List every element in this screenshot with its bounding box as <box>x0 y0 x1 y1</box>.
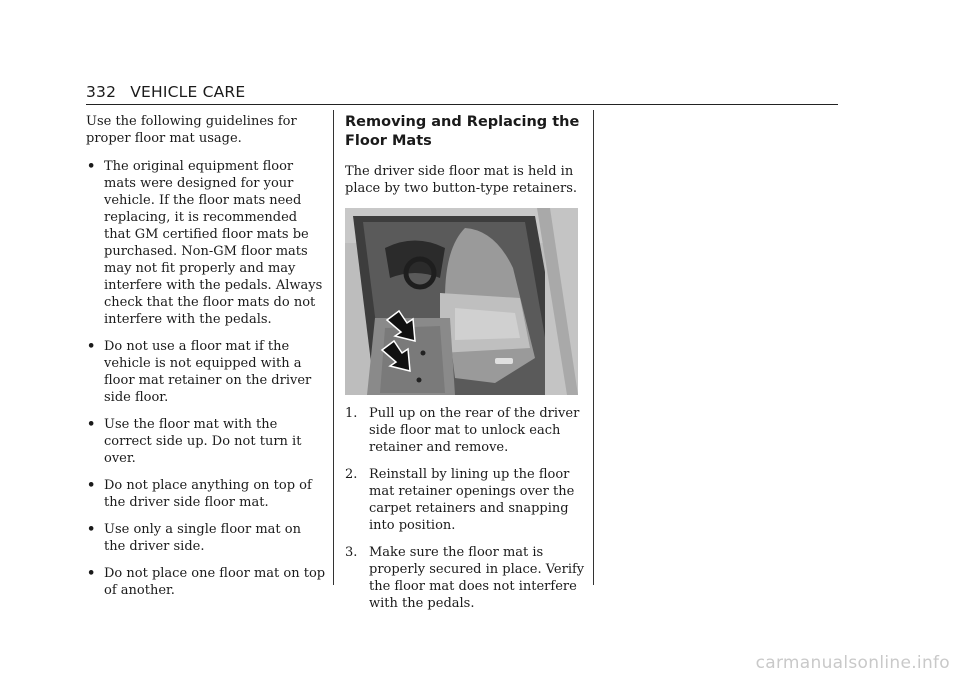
bullet-icon: • <box>87 478 96 493</box>
running-header <box>86 83 245 101</box>
watermark: carmanualsonline.info <box>755 653 950 673</box>
guidelines-intro: Use the following guidelines for proper floor mat usage. <box>86 114 297 146</box>
guideline-item: • Use the floor mat with the correct side up. Do not turn it over. <box>87 417 302 466</box>
retainers-intro: The driver side floor mat is held in place by two button-type retainers. <box>345 164 578 196</box>
step-number: 2. <box>345 467 358 482</box>
step-number: 1. <box>345 406 358 421</box>
bullet-icon: • <box>87 566 96 581</box>
header-rule <box>86 104 838 105</box>
section-heading: Removing and Replacing the Floor Mats <box>345 114 580 149</box>
page-number: 332 <box>86 83 117 101</box>
right-column <box>345 113 585 622</box>
guidelines-list <box>86 158 326 599</box>
steps-list <box>345 405 585 612</box>
left-column <box>86 113 326 609</box>
step-item: 3. Make sure the floor mat is properly secured in place. Verify the floor mat does not interfere with the pedals. <box>345 545 585 611</box>
bullet-icon: • <box>87 159 96 174</box>
guideline-item: • Do not place one floor mat on top of another. <box>87 566 326 598</box>
column-divider-right <box>593 110 594 585</box>
step-item: 2. Reinstall by lining up the floor mat retainer openings over the carpet retainers and snapping into position. <box>345 467 575 533</box>
guideline-item: • The original equipment floor mats were designed for your vehicle. If the floor mats need replacing, it is recommended that GM certified floor mats be purchased. Non-GM floor mats may not fit properly and may interfere with the pedals. Always check that the floor mats do not interfere with the pedals. <box>87 159 323 327</box>
bullet-icon: • <box>87 417 96 432</box>
guideline-item: • Use only a single floor mat on the driver side. <box>87 522 301 554</box>
section-title: VEHICLE CARE <box>130 83 246 101</box>
bullet-icon: • <box>87 339 96 354</box>
column-divider-left <box>333 110 334 585</box>
guideline-item: • Do not use a floor mat if the vehicle is not equipped with a floor mat retainer on the driver side floor. <box>87 339 312 405</box>
step-item: 1. Pull up on the rear of the driver side floor mat to unlock each retainer and remove. <box>345 406 580 455</box>
bullet-icon: • <box>87 522 96 537</box>
car-interior-illustration <box>345 208 578 395</box>
guideline-item: • Do not place anything on top of the driver side floor mat. <box>87 478 312 510</box>
step-number: 3. <box>345 545 358 560</box>
floor-mat-retainer-photo <box>345 208 578 395</box>
